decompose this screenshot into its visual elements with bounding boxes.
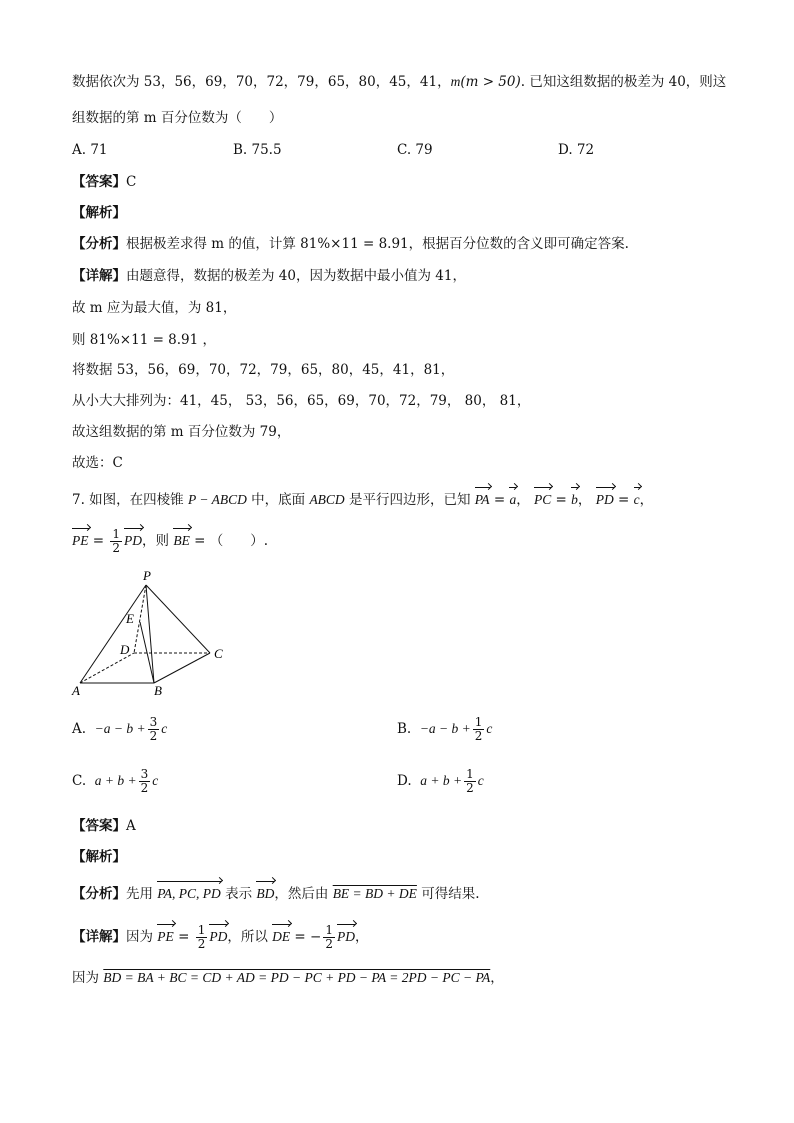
q7-blank: = （ ）. (189, 533, 269, 549)
vector-pe: PE (72, 531, 89, 551)
q6-option-d: D. 72 (558, 142, 595, 158)
q7-option-a (72, 716, 167, 743)
fraction-den: 2 (140, 781, 149, 795)
vector-derivation: BD = BA + BC = CD + AD = PD − PC + PD − PA = 2PD − PC − PA (103, 970, 491, 985)
fraction-num: 1 (466, 767, 474, 781)
equals-sign: = (173, 929, 194, 945)
option-tail: c (152, 773, 159, 788)
equals-minus: = − (290, 929, 322, 945)
vector-pd: PD (596, 490, 614, 510)
xiangjie-text: 因为 (126, 929, 158, 945)
fenxi-text-2: 表示 (220, 886, 257, 902)
q6-condition: (m > 50) (460, 74, 521, 90)
fraction-num: 3 (140, 767, 149, 781)
option-expr: −a − b + (419, 721, 471, 736)
vector-pe-2: PE (157, 927, 174, 947)
option-expr: a + b + (94, 773, 137, 788)
q7-stem-line2 (72, 528, 268, 555)
fenxi-text-3: ，然后由 (274, 886, 333, 902)
option-letter: B. (397, 721, 412, 737)
q6-option-c: C. 79 (397, 142, 433, 158)
fraction-num: 1 (112, 527, 121, 541)
q6-option-b: B. 75.5 (233, 142, 282, 158)
edge-ad (80, 653, 134, 683)
vector-b: b (571, 490, 578, 510)
label-b: B (154, 683, 162, 698)
option-tail: c (477, 773, 484, 788)
edge-pa (80, 585, 146, 683)
q6-line-1: 故 m 应为最大值，为 81， (72, 300, 237, 316)
q7-fenxi (72, 884, 480, 904)
q7-answer (72, 816, 136, 836)
label-e: E (126, 611, 134, 626)
option-letter: C. (72, 773, 87, 789)
q7-stem-text-3: 是平行四边形，已知 (344, 492, 475, 508)
q7-stem-text: 7. 如图，在四棱锥 (72, 492, 188, 508)
fraction-den: 2 (149, 729, 158, 743)
fraction-half-3 (323, 924, 335, 951)
xiangjie-tag: 【详解】 (72, 268, 126, 284)
option-fraction (139, 768, 151, 795)
last-line-prefix: 因为 (72, 970, 104, 986)
vector-pd-4: PD (337, 927, 355, 947)
q7-stem-text-2: 中，底面 (246, 492, 310, 508)
q7-jiexi-tag: 【解析】 (72, 849, 126, 865)
q6-var-m: m (450, 74, 461, 89)
xiangjie-text-2: ，所以 (227, 929, 273, 945)
label-p: P (143, 568, 151, 583)
q6-stem-text: 数据依次为 53，56，69，70，72，79，65，80，45，41， (72, 74, 451, 90)
fraction-den: 2 (466, 781, 474, 795)
q6-line-6: 故选：C (72, 455, 123, 471)
q6-line-4: 从小大大排列为：41，45， 53，56，65，69，70，72，79， 80， 81， (72, 393, 531, 409)
fraction-num: 1 (474, 715, 483, 729)
fenxi-text: 根据极差求得 m 的值，计算 81%×11 = 8.91，根据百分位数的含义即可确定答案. (126, 236, 629, 252)
q7-stem-line1: 7. 如图，在四棱锥 P − ABCD 中，底面 ABCD 是平行四边形，已知 PA = a， PC = b， PD = c， (72, 492, 654, 508)
vector-pa: PA (475, 490, 490, 510)
q7-option-c (72, 768, 158, 795)
edge-pc (146, 585, 210, 653)
vector-be: BE (173, 531, 190, 551)
fraction-den: 2 (197, 937, 206, 951)
q6-answer (72, 172, 136, 192)
q7-base: ABCD (309, 492, 345, 507)
fenxi-equation: BE = BD + DE (332, 886, 417, 901)
answer-value: C (126, 174, 137, 190)
equals-sign: = (88, 533, 109, 549)
vector-pc: PC (534, 490, 551, 510)
label-a: A (72, 683, 80, 698)
edge-pb (146, 585, 154, 683)
q6-line-2: 则 81%×11 = 8.91 ， (72, 332, 217, 348)
option-expr: −a − b + (94, 721, 146, 736)
answer-value: A (126, 818, 136, 834)
option-tail: c (486, 721, 493, 736)
option-fraction (148, 716, 160, 743)
q6-line-3: 将数据 53，56，69，70，72，79，65，80，45，41，81， (72, 362, 455, 378)
fenxi-tag: 【分析】 (72, 236, 126, 252)
edge-bc (154, 653, 210, 683)
vector-pd-3: PD (209, 927, 227, 947)
option-expr: a + b + (420, 773, 463, 788)
pyramid-figure (68, 565, 238, 700)
q7-last-line (72, 968, 504, 988)
q6-jiexi-tag: 【解析】 (72, 205, 126, 221)
option-letter: A. (72, 721, 87, 737)
fraction-den: 2 (112, 541, 121, 555)
vector-bd: BD (256, 884, 274, 904)
q6-option-a: A. 71 (72, 142, 108, 158)
q6-stem-line1 (72, 72, 726, 92)
fraction-num: 1 (325, 923, 333, 937)
xiangjie-text-3: ， (355, 929, 369, 945)
option-tail: c (161, 721, 168, 736)
fraction-num: 1 (197, 923, 206, 937)
edge-pd (134, 585, 146, 653)
fenxi-text-4: 可得结果. (416, 886, 480, 902)
xiangjie-text: 由题意得，数据的极差为 40，因为数据中最小值为 41， (126, 268, 466, 284)
q7-then-text: ，则 (142, 533, 174, 549)
vectors-pa-pc-pd: PA, PC, PD (157, 884, 221, 904)
last-line-end: ， (490, 970, 504, 986)
option-letter: D. (397, 773, 412, 789)
vector-c: c (634, 490, 640, 510)
q7-option-d (397, 768, 484, 795)
vector-pd-2: PD (124, 531, 142, 551)
q6-line-5: 故这组数据的第 m 百分位数为 79， (72, 424, 291, 440)
q6-stem-line2: 组数据的第 m 百分位数为（ ） (72, 110, 283, 126)
fraction-den: 2 (474, 729, 483, 743)
q6-fenxi (72, 234, 629, 254)
fraction-half (110, 528, 122, 555)
q6-stem-text-end: . 已知这组数据的极差为 40，则这 (520, 74, 727, 90)
q7-xiangjie (72, 924, 369, 951)
vector-a: a (509, 490, 516, 510)
q7-pyramid: P − ABCD (187, 492, 247, 507)
fenxi-tag: 【分析】 (72, 886, 126, 902)
answer-tag: 【答案】 (72, 818, 126, 834)
label-d: D (120, 642, 130, 657)
vector-de: DE (272, 927, 290, 947)
label-c: C (214, 646, 223, 661)
option-fraction (473, 716, 485, 743)
answer-tag: 【答案】 (72, 174, 126, 190)
q7-option-b (397, 716, 492, 743)
fraction-den: 2 (325, 937, 333, 951)
fenxi-text: 先用 (126, 886, 158, 902)
fraction-half-2 (196, 924, 208, 951)
option-fraction (464, 768, 476, 795)
q6-xiangjie (72, 266, 466, 286)
fraction-num: 3 (149, 715, 158, 729)
xiangjie-tag: 【详解】 (72, 929, 126, 945)
